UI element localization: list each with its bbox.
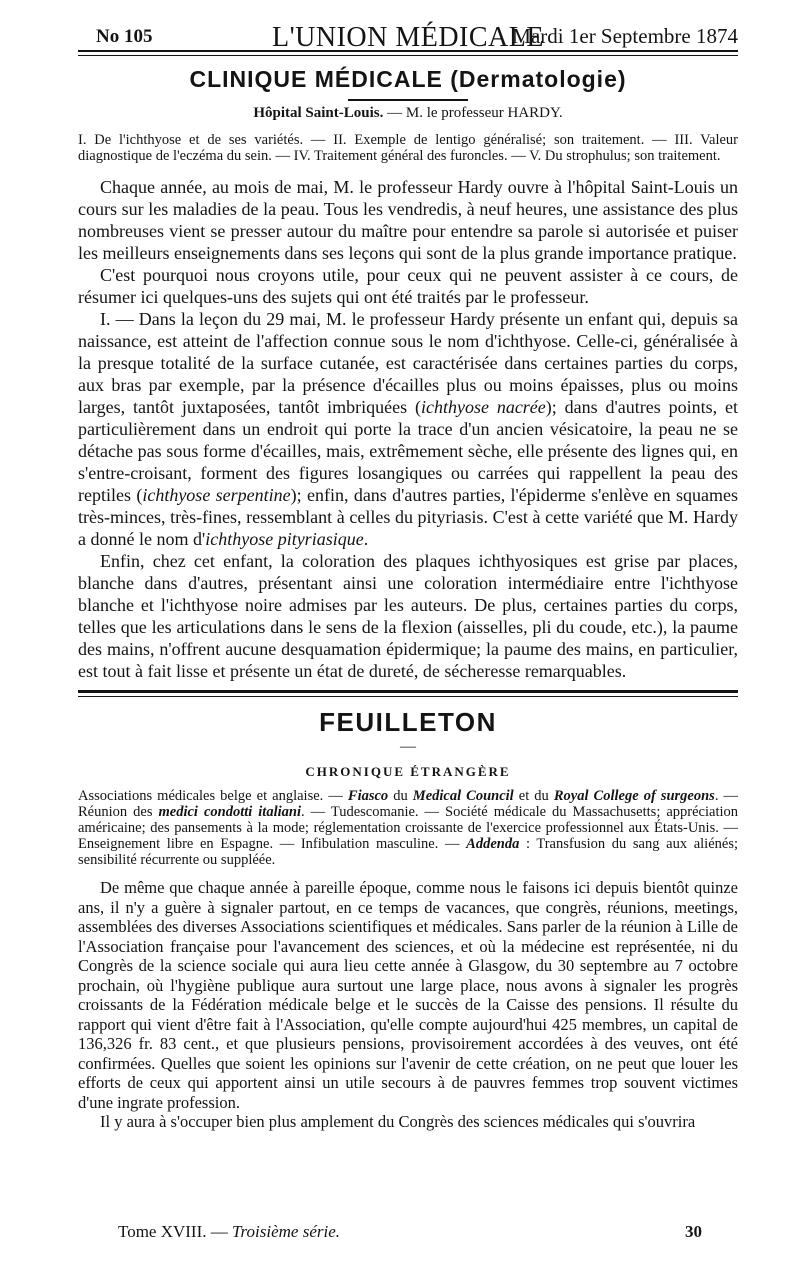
- feuilleton-body: [78, 878, 738, 1132]
- issue-date: Mardi 1er Septembre 1874: [512, 24, 738, 48]
- paragraph: C'est pourquoi nous croyons utile, pour ceux qui ne peuvent assister à ce cours, de résumer ici quelques-uns des sujets qui ont été traités par le professeur.: [78, 265, 738, 307]
- page-footer: [78, 1222, 738, 1246]
- hospital-name: Hôpital Saint-Louis.: [253, 105, 384, 121]
- page-number: 30: [685, 1222, 702, 1241]
- italic-term: ichthyose pityriasique: [205, 529, 364, 549]
- clinique-summary: I. De l'ichthyose et de ses variétés. — II. Exemple de lentigo généralisé; son traitement. — III. Valeur diagnostique de l'eczéma du sein. — IV. Traitement général des furoncles. — V. Du strophulus; son traitement.: [78, 132, 738, 164]
- paragraph: I. — Dans la leçon du 29 mai, M. le professeur Hardy présente un enfant qui, depuis sa naissance, est atteint de l'affection connue sous le nom d'ichthyose. Celle-ci, généralisée à la presque totalité de la surface cutanée, est caractérisée dans certaines parties du corps, aux bras par exemple, par la présence d'écailles plus ou moins épaisses, plus ou moins larges, tantôt juxtaposées, tantôt imbriquées (ichthyose nacrée); dans d'autres points, et particulièrement dans un endroit qui porte la trace d'un ancien vésicatoire, la peau ne se détache pas sous forme d'écailles, mais, extrêmement sèche, elle présente des lignes qui, en s'entre-croisant, forment des figures losangiques ou carrées qui rappellent la peau des reptiles (ichthyose serpentine); enfin, dans d'autres parties, l'épiderme s'enlève en squames très-minces, très-fines, ressemblant à celles du pityriasis. C'est à cette variété que M. Hardy a donné le nom d'ichthyose pityriasique.: [78, 309, 738, 549]
- issue-number: No 105: [96, 26, 153, 47]
- title-rule: [348, 99, 468, 101]
- masthead: [78, 0, 738, 52]
- paragraph: Il y aura à s'occuper bien plus amplement du Congrès des sciences médicales qui s'ouvrira: [100, 1112, 696, 1131]
- chronique-title: CHRONIQUE ÉTRANGÈRE: [305, 764, 511, 779]
- series-label: Troisième série.: [232, 1222, 340, 1241]
- journal-title: L'UNION MÉDICALE: [271, 22, 544, 53]
- tome-label: Tome XVIII. — Troisième série.: [118, 1222, 340, 1241]
- hospital-line: [78, 105, 738, 122]
- italic-term: ichthyose serpentine: [142, 485, 291, 505]
- italic-term: ichthyose nacrée: [420, 397, 546, 417]
- clinique-title: CLINIQUE MÉDICALE (Dermatologie): [189, 66, 627, 92]
- chronique-summary: Associations médicales belge et anglaise. — Fiasco du Medical Council et du Royal College of surgeons. — Réunion des medici condotti italiani. — Tudescomanie. — Société médicale du Massachusetts; appréciation américaine; des pansements à la mode; réglementation croissante de l'exercice professionnel aux États-Unis. — Enseignement libre en Espagne. — Infibulation masculine. — Addenda : Transfusion du sang aux aliénés; sensibilité récurrente ou suppléée.: [78, 788, 739, 868]
- paragraph: De même que chaque année à pareille époque, comme nous le faisons ici depuis bientôt quinze ans, il n'y a guère à signaler partout, en ce temps de vacances, que congrès, réunions, meetings, assemblées des diverses Associations scientifiques et médicales. Sans parler de la réunion à Lille de l'Association française pour l'avancement des sciences, et où la médecine est représentée, ni du Congrès de la science sociale qui aura lieu cette année à Glasgow, du 30 septembre au 7 octobre prochain, où l'hygiène publique aura surtout une large place, nous avons à signaler les progrès croissants de la Fédération médicale belge et le succès de la Caisse des pensions. Il résulte du rapport qui vient d'être fait à l'Association, qu'elle compte aujourd'hui 425 membres, un capital de 136,326 fr. 83 cent., et que plusieurs pensions, provisoirement accordées à des veuves, ont été confirmées. Quelles que soient les opinions sur l'avenir de cette création, on ne peut que louer les efforts de ceux qui apportent ainsi un utile secours à de pauvres femmes trop souvent victimes d'une ingrate profession.: [78, 878, 738, 1112]
- paragraph: Enfin, chez cet enfant, la coloration des plaques ichthyosiques est grise par places, blanche dans d'autres, présentant ainsi une coloration intermédiaire entre l'ichthyose blanche et l'ichthyose noire admises par les auteurs. De plus, certaines parties du corps, telles que les articulations dans le sens de la flexion (aisselles, pli du coude, etc.), la paume des mains, n'offrent aucune desquamation épidermique; la paume des mains, en particulier, est tout à fait lisse et présente un état de dureté, de sécheresse remarquables.: [78, 551, 738, 681]
- professor-name: — M. le professeur HARDY.: [383, 105, 563, 121]
- clinique-body: [78, 176, 738, 682]
- masthead-rule: [78, 55, 738, 56]
- title-dash: —: [400, 738, 416, 755]
- section-divider: [78, 690, 738, 697]
- feuilleton-title: FEUILLETON: [319, 707, 497, 737]
- paragraph: Chaque année, au mois de mai, M. le professeur Hardy ouvre à l'hôpital Saint-Louis un cours sur les maladies de la peau. Tous les vendredis, à neuf heures, une assistance des plus nombreuses vient se presser autour du maître pour entendre sa parole si autorisée et puiser les meilleurs enseignements dans ses leçons qui sont de la plus grande importance pratique.: [78, 177, 738, 263]
